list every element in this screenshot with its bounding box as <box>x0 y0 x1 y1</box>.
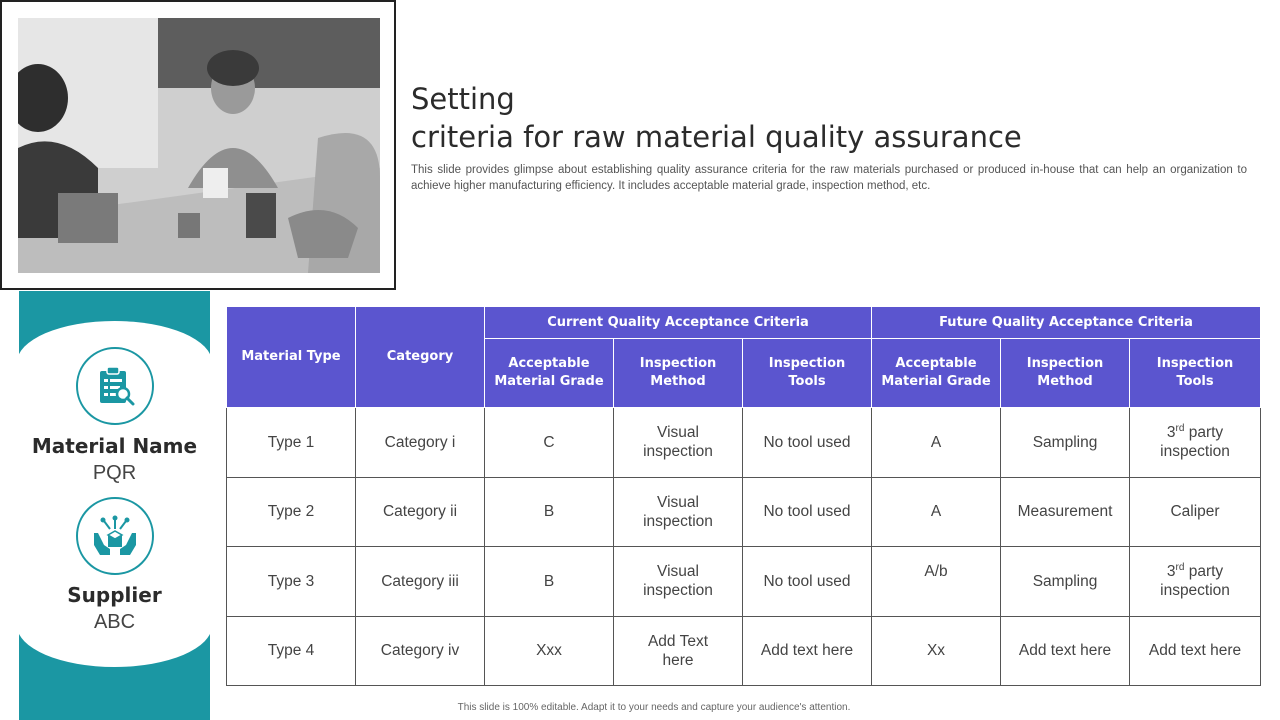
header-future-criteria: Future Quality Acceptance Criteria <box>872 307 1261 339</box>
title-line-1: Setting <box>411 82 515 116</box>
supplier-value: ABC <box>93 611 136 633</box>
cell-current-grade: B <box>485 547 614 617</box>
cell-material-type: Type 2 <box>227 477 356 547</box>
quality-criteria-table <box>226 306 1261 686</box>
subheader-current-tools: Inspection Tools <box>743 339 872 408</box>
clipboard-search-icon <box>76 347 154 425</box>
cell-future-grade: A/b <box>872 547 1001 617</box>
material-name-value: PQR <box>92 462 137 484</box>
cell-current-method: Visual inspection <box>614 547 743 617</box>
cell-future-method: Measurement <box>1001 477 1130 547</box>
meeting-photo <box>18 18 380 273</box>
cell-current-tools: No tool used <box>743 408 872 478</box>
cell-future-method: Sampling <box>1001 547 1130 617</box>
header-current-criteria: Current Quality Acceptance Criteria <box>485 307 872 339</box>
cell-future-tools: 3rd party inspection <box>1130 547 1261 617</box>
table-row <box>227 408 1261 478</box>
slide-description: This slide provides glimpse about establishing quality assurance criteria for the raw materials purchased or produced in-house that can help an organization to achieve higher manufacturing efficiency. It includes acceptable material grade, inspection method, etc. <box>411 164 1247 192</box>
header-category: Category <box>356 307 485 408</box>
cell-category: Category iv <box>356 616 485 686</box>
cell-material-type: Type 4 <box>227 616 356 686</box>
cell-current-grade: Xxx <box>485 616 614 686</box>
table-row <box>227 547 1261 617</box>
cell-current-method: Visual inspection <box>614 408 743 478</box>
cell-future-tools: 3rd party inspection <box>1130 408 1261 478</box>
cell-future-method: Add text here <box>1001 616 1130 686</box>
cell-future-grade: A <box>872 477 1001 547</box>
subheader-current-method: Inspection Method <box>614 339 743 408</box>
hands-box-icon <box>76 497 154 575</box>
cell-future-tools: Caliper <box>1130 477 1261 547</box>
table-row <box>227 616 1261 686</box>
subheader-current-grade: Acceptable Material Grade <box>485 339 614 408</box>
photo-frame <box>0 0 396 290</box>
cell-current-method: Add Text here <box>614 616 743 686</box>
cell-current-tools: Add text here <box>743 616 872 686</box>
cell-current-tools: No tool used <box>743 547 872 617</box>
cell-future-method: Sampling <box>1001 408 1130 478</box>
cell-material-type: Type 3 <box>227 547 356 617</box>
table-row <box>227 477 1261 547</box>
title-line-2: criteria for raw material quality assurance <box>411 120 1022 154</box>
supplier-label: Supplier <box>67 583 162 607</box>
cell-current-method: Visual inspection <box>614 477 743 547</box>
cell-current-tools: No tool used <box>743 477 872 547</box>
cell-current-grade: B <box>485 477 614 547</box>
header-material-type: Material Type <box>227 307 356 408</box>
subheader-future-grade: Acceptable Material Grade <box>872 339 1001 408</box>
cell-current-grade: C <box>485 408 614 478</box>
cell-category: Category ii <box>356 477 485 547</box>
cell-future-grade: Xx <box>872 616 1001 686</box>
slide-footer: This slide is 100% editable. Adapt it to your needs and capture your audience's attention. <box>457 702 851 713</box>
cell-material-type: Type 1 <box>227 408 356 478</box>
cell-category: Category i <box>356 408 485 478</box>
cell-category: Category iii <box>356 547 485 617</box>
material-name-label: Material Name <box>31 434 198 458</box>
subheader-future-tools: Inspection Tools <box>1130 339 1261 408</box>
cell-future-tools: Add text here <box>1130 616 1261 686</box>
subheader-future-method: Inspection Method <box>1001 339 1130 408</box>
cell-future-grade: A <box>872 408 1001 478</box>
slide-title <box>411 80 1251 156</box>
